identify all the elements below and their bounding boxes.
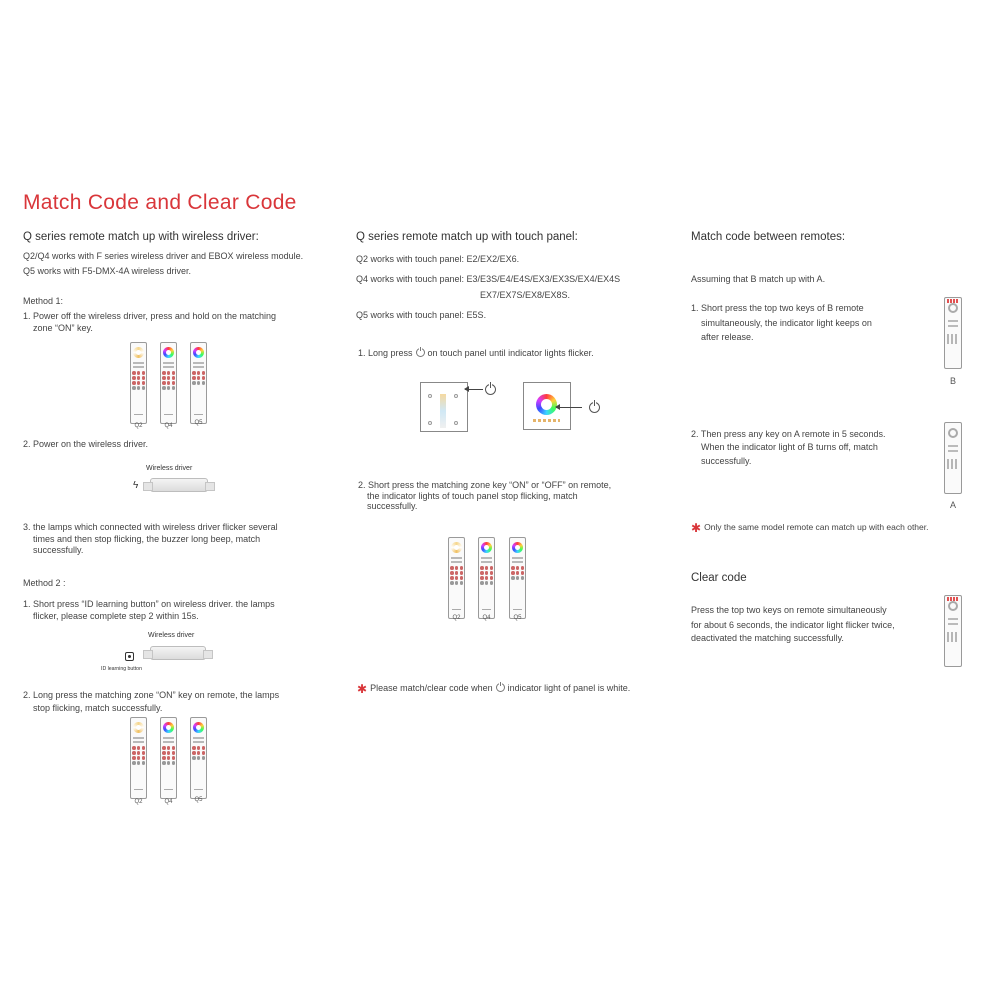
remote-label: Q5: [194, 420, 203, 426]
wireless-driver-image: [150, 646, 206, 660]
m1-step1-line1: 1. Power off the wireless driver, press and hold on the matching: [23, 311, 276, 321]
remote-label: Q4: [164, 423, 173, 429]
col2-heading: Q series remote match up with touch panel:: [356, 231, 578, 243]
q4-panel-line1: Q4 works with touch panel: E3/E3S/E4/E4S/EX3/EX3S/EX4/EX4S: [356, 274, 621, 284]
remote-label: Q4: [482, 615, 491, 621]
col1-intro-1: Q2/Q4 works with F series wireless driver and EBOX wireless module.: [23, 251, 304, 261]
c3-step2-line2: When the indicator light of B turns off, match: [701, 442, 878, 452]
m2-step2-line2: stop flicking, match successfully.: [33, 703, 163, 713]
clear-line3: deactivated the matching successfully.: [691, 633, 844, 643]
remote-q5: [509, 537, 526, 619]
remote-q2: [130, 342, 147, 424]
remote-a: [944, 422, 962, 494]
arrow-icon: [556, 407, 582, 408]
arrow-icon: [465, 389, 483, 390]
c2-step2-line3: successfully.: [367, 501, 418, 511]
m1-step2: 2. Power on the wireless driver.: [23, 439, 149, 449]
c2-step2-line1: 2. Short press the matching zone key “ON” or “OFF” on remote,: [358, 480, 612, 490]
c2-note: [357, 683, 630, 695]
power-icon: [485, 384, 496, 395]
power-icon: [416, 348, 425, 357]
method1-label: Method 1:: [23, 296, 64, 306]
m2-step1-line2: flicker, please complete step 2 within 15s.: [33, 611, 199, 621]
col1-intro-2: Q5 works with F5-DMX-4A wireless driver.: [23, 266, 192, 276]
m2-step1-line1: 1. Short press “ID learning button” on wireless driver. the lamps: [23, 599, 275, 609]
power-icon: [496, 683, 505, 692]
remote-a-label: A: [949, 500, 956, 510]
page-title: Match Code and Clear Code: [23, 191, 297, 214]
clear-line2: for about 6 seconds, the indicator light flicker twice,: [691, 620, 895, 630]
method2-label: Method 2 :: [23, 578, 66, 588]
remote-q2: [448, 537, 465, 619]
asterisk-icon: ✱: [691, 521, 702, 535]
remote-q5: [190, 342, 207, 424]
q2-panel-line: Q2 works with touch panel: E2/EX2/EX6.: [356, 254, 520, 264]
c3-step2-line3: successfully.: [701, 456, 752, 466]
wireless-driver-image: [150, 478, 208, 492]
m2-step2-line1: 2. Long press the matching zone “ON” key on remote, the lamps: [23, 690, 280, 700]
c2-step1-pre: 1. Long press: [358, 348, 413, 358]
remote-b-label: B: [949, 376, 956, 386]
m1-step1-line2: zone “ON” key.: [33, 323, 93, 333]
remote-label: Q2: [134, 799, 143, 805]
c3-step2-line1: 2. Then press any key on A remote in 5 seconds.: [691, 429, 886, 439]
power-icon: [589, 402, 600, 413]
m1-step3-line1: 3. the lamps which connected with wireless driver flicker several: [23, 522, 278, 532]
c2-step2-line2: the indicator lights of touch panel stop flicking, match: [367, 491, 578, 501]
remote-label: Q2: [452, 615, 461, 621]
remote-b: [944, 297, 962, 369]
remote-label: Q5: [194, 797, 203, 803]
c3-note: [691, 522, 928, 534]
remote-label: Q4: [164, 799, 173, 805]
c2-step1: [358, 348, 594, 360]
id-learning-button-image: [125, 652, 134, 661]
c2-step1-post: on touch panel until indicator lights flicker.: [427, 348, 594, 358]
c3-note-text: Only the same model remote can match up with each other.: [704, 522, 929, 532]
c3-step1-line1: 1. Short press the top two keys of B remote: [691, 303, 864, 313]
lightning-icon: ϟ: [133, 480, 139, 491]
driver-label: Wireless driver: [146, 465, 193, 472]
driver-label: Wireless driver: [148, 632, 195, 639]
assume-line: Assuming that B match up with A.: [691, 274, 826, 284]
c2-note-post: indicator light of panel is white.: [507, 683, 631, 693]
q4-panel-line2: EX7/EX7S/EX8/EX8S.: [480, 290, 571, 300]
remote-q5: [190, 717, 207, 799]
remote-q4: [160, 717, 177, 799]
remote-clear: [944, 595, 962, 667]
c2-note-pre: Please match/clear code when: [370, 683, 493, 693]
remote-label: Q5: [513, 615, 522, 621]
remote-q4: [160, 342, 177, 424]
c3-step1-line3: after release.: [701, 332, 754, 342]
remote-q4: [478, 537, 495, 619]
col1-heading: Q series remote match up with wireless driver:: [23, 231, 259, 243]
touch-panel-e2-image: [420, 382, 468, 432]
col3-heading: Match code between remotes:: [691, 231, 846, 243]
touch-panel-rgb-image: [523, 382, 571, 430]
remote-q2: [130, 717, 147, 799]
m1-step3-line3: successfully.: [33, 545, 84, 555]
id-learning-button-label: ID learning button: [101, 666, 142, 672]
clear-line1: Press the top two keys on remote simultaneously: [691, 605, 887, 615]
asterisk-icon: ✱: [357, 682, 368, 696]
remote-label: Q2: [134, 423, 143, 429]
q5-panel-line: Q5 works with touch panel: E5S.: [356, 310, 487, 320]
clear-code-heading: Clear code: [691, 572, 747, 584]
m1-step3-line2: times and then stop flicking, the buzzer long beep, match: [33, 534, 261, 544]
c3-step1-line2: simultaneously, the indicator light keeps on: [701, 318, 872, 328]
